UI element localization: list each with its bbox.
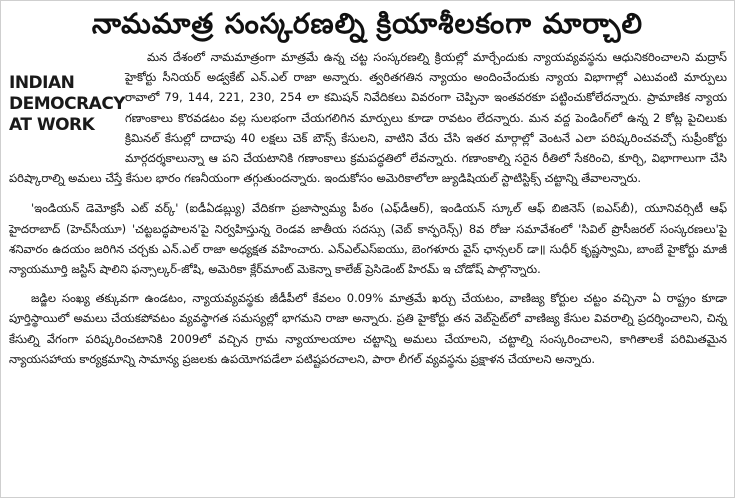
logo-line-2: DEMOCRACY [9, 94, 126, 114]
article-body [9, 47, 727, 375]
indian-democracy-at-work-logo [9, 73, 126, 157]
paragraph-2: 'ఇండియన్ డెమోక్రసీ ఎట్ వర్క్' (ఐడీఏడబ్ల్యు) వేదికగా ప్రజాస్వామ్య పీఠం (ఎఫ్‌డీఆర్), ఇండియన్ స్కూల్ ఆఫ్ బిజినెస్ (ఐఎస్‌బీ), యూనివర్సిటీ ఆఫ్ హైదరాబాద్ (హెచ్‌సీయూ) 'చట్టబద్ధపాలన'పై నిర్వహిస్తున్న రెండవ జాతీయ సదస్సు (వెబ్ కాన్ఫరెన్స్) 8వ రోజు సమావేశంలో 'సివిల్ ప్రొసీజరల్ సంస్కరణలు'పై శనివారం ఉదయం జరిగిన చర్చకు ఎన్.ఎల్ రాజా అధ్యక్షత వహించారు. ఎన్ఎల్ఎస్ఐయు, బెంగళూరు వైస్ ఛాన్సలర్ డా॥ సుధీర్ కృష్ణస్వామి, బాంబే హైకోర్టు మాజీ న్యాయమూర్తి జస్టిస్ షాలిని ఫన్సాల్కర్-జోషి, అమెరికా క్లేర్‌మాంట్ మెకెన్నా కాలేజ్ ప్రెసిడెంట్ హిరమ్ ఇ చోడోష్ పాల్గొన్నారు. [9, 201, 727, 277]
paragraph-1: మన దేశంలో నామమాత్రంగా మాత్రమే ఉన్న చట్ట సంస్కరణల్ని క్రియల్లో మార్చేందుకు న్యాయవ్యవస్థను ఆధునికరించాలని మద్రాస్ హైకోర్టు సీనియర్ అడ్వకేట్ ఎన్.ఎల్ రాజా అన్నారు. త్వరితగతిన న్యాయం అందించేందుకు న్యాయ విభాగాల్లో ఎటువంటి మార్పులు రావాలో 79, 144, 221, 230, 254 లా కమిషన్ నివేదికలు వివరంగా చెప్పినా ఇంతవరకూ పట్టించుకోలేదన్నారు. ప్రామాణిక న్యాయ గణాంకాలు కొరవడటం వల్ల సులభంగా చేయగలిగిన మార్పులు కూడా రావటం లేదన్నారు. మన వద్ద పెండింగ్‌లో ఉన్న 2 కోట్ల పైచిలుకు క్రిమినల్ కేసుల్లో దాదాపు 40 లక్షలు చెక్ బౌన్స్ కేసులని, వాటిని వేరు చేసి ఇతర మార్గాల్లో వెంటనే ఎలా పరిష్కరించవచ్చో సుప్రీంకోర్టు మార్గదర్శకాలున్నా ఆ పని చేయటానికి గణాంకాలు క్రమపద్ధతిలో లేవన్నారు. గణాంకాల్ని సరైన రీతిలో సేకరించి, కూర్చి, విభాగాలుగా చేసి పరిష్కారాల్ని అమలు చేస్తే కేసుల భారం గణనీయంగా తగ్గుతుందన్నారు. ఇందుకోసం అమెరికాలోలా జ్యుడిషియల్ స్టాటిస్టిక్స్ చట్టాన్ని తేవాలన్నారు. [9, 50, 727, 186]
paragraph-3: జడ్జిల సంఖ్య తక్కువగా ఉండటం, న్యాయవ్యవస్థకు జీడీపీలో కేవలం 0.09% మాత్రమే ఖర్చు చేయటం, వాణిజ్య కోర్టుల చట్టం వచ్చినా ఏ రాష్ట్రం కూడా పూర్తిస్థాయిలో అమలు చేయకపోవటం వ్యవస్థాగత సమస్యల్లో భాగమని రాజా అన్నారు. ప్రతి హైకోర్టు తన వెబ్‌సైట్‌లో వాణిజ్య కేసుల వివరాల్ని ప్రదర్శించాలని, చిన్న కేసుల్ని వేగంగా పరిష్కరించటానికి 2009లో వచ్చిన గ్రామ న్యాయాలయాల చట్టాన్ని అమలు చేయాలని, చట్టాల్ని సంస్కరించాలని, కాగితాలకే పరిమితమైన న్యాయసహాయ కార్యక్రమాన్ని సామాన్య ప్రజలకు ఉపయోగపడేలా పటిష్టపరచాలని, పారా లీగల్ వ్యవస్థను ప్రక్షాళన చేయాలని అన్నారు. [9, 291, 727, 366]
logo-line-3: AT WORK [9, 115, 95, 135]
logo-line-1: INDIAN [9, 73, 75, 93]
headline: నామమాత్ర సంస్కరణల్ని క్రియాశీలకంగా మార్చాలి [91, 7, 644, 40]
